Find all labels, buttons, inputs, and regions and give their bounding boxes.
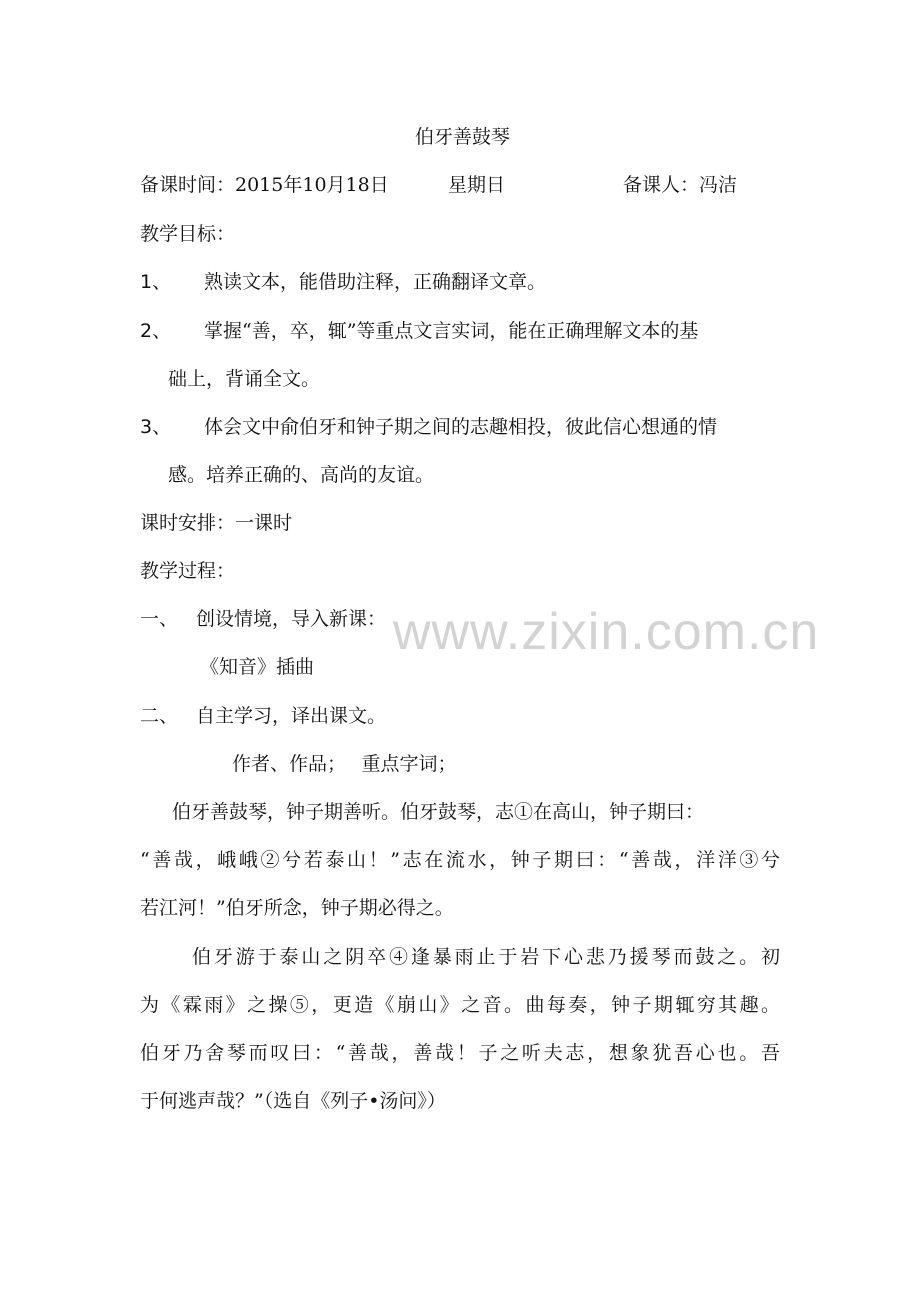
passage-2-line-1: 伯牙游于泰山之阴卒④逢暴雨止于岩下心悲乃援琴而鼓之。初 [192, 946, 780, 968]
step-number: 二、 [140, 705, 179, 727]
goal-number: 1、 [140, 271, 172, 293]
passage-2-line-2: 为《霖雨》之操⑤，更造《崩山》之音。曲每奏，钟子期辄穷其趣。 [140, 994, 780, 1016]
prep-time-label: 备课时间： [140, 174, 236, 196]
watermark: www.zixin.com.cn [393, 603, 820, 661]
prep-teacher: 备课人：冯洁 [623, 174, 738, 196]
passage-1-line-1: 伯牙善鼓琴，钟子期善听。伯牙鼓琴，志①在高山，钟子期曰： [172, 801, 705, 823]
goal-text: 熟读文本，能借助注释，正确翻译文章。 [204, 271, 547, 293]
process-heading: 教学过程： [140, 560, 236, 582]
goal-number: 3、 [140, 416, 172, 438]
passage-1-line-2: “善哉，峨峨②兮若泰山！”志在流水，钟子期曰：“善哉，洋洋③兮 [140, 849, 780, 871]
prep-weekday: 星期日 [448, 174, 506, 196]
passage-2-line-4: 于何逃声哉？”（选自《列子•汤问》） [140, 1090, 446, 1112]
step-2-sub: 作者、作品； 重点字词； [232, 753, 457, 775]
step-text: 创设情境，导入新课： [196, 608, 387, 630]
step-text: 自主学习，译出课文。 [196, 705, 387, 727]
passage-2-line-3: 伯牙乃舍琴而叹曰：“善哉，善哉！子之听夫志，想象犹吾心也。吾 [140, 1042, 780, 1064]
step-1-sub: 《知音》插曲 [200, 656, 315, 678]
goals-heading: 教学目标： [140, 223, 236, 245]
step-number: 一、 [140, 608, 179, 630]
schedule-line: 课时安排：一课时 [140, 512, 293, 534]
goal-item-3-cont: 感。培养正确的、高尚的友谊。 [168, 464, 435, 486]
goal-item-2-cont: 础上，背诵全文。 [168, 368, 321, 390]
passage-1-line-3: 若江河！”伯牙所念，钟子期必得之。 [140, 897, 454, 919]
goal-number: 2、 [140, 320, 172, 342]
goal-text: 体会文中俞伯牙和钟子期之间的志趣相投，彼此信心想通的情 [204, 416, 718, 438]
goal-text: 掌握“善，卒，辄”等重点文言实词，能在正确理解文本的基 [204, 320, 699, 342]
prep-date: 2015年10月18日 [235, 174, 389, 196]
document-title: 伯牙善鼓琴 [414, 126, 510, 148]
